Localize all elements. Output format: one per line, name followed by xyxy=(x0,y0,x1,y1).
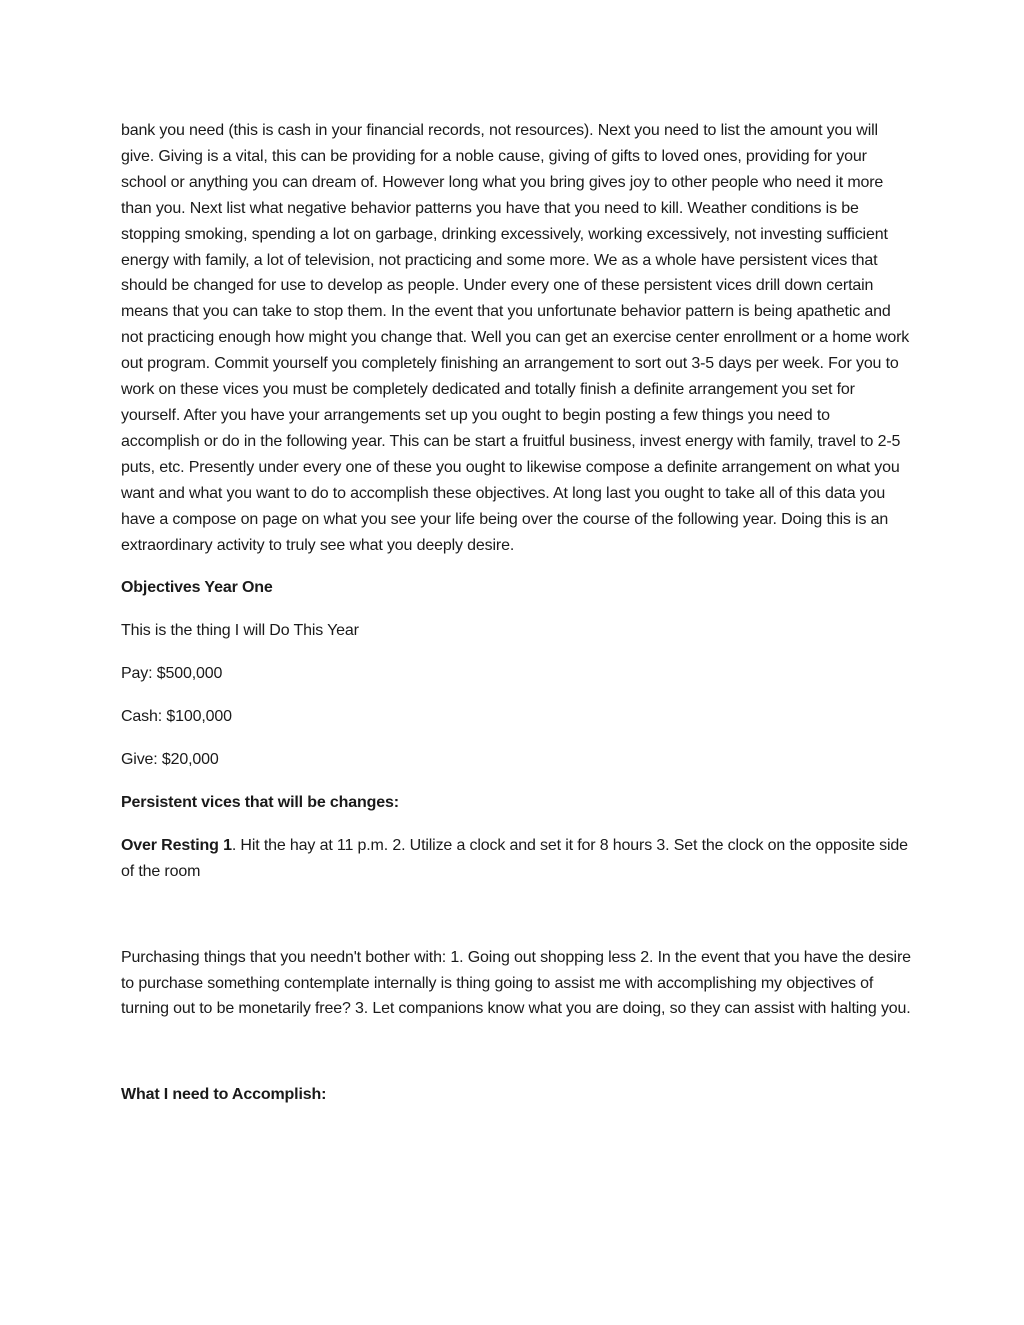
purchasing-paragraph: Purchasing things that you needn't bother with: 1. Going out shopping less 2. In the event that you have the desire to purchase something contemplate internally is thing going to assist me with accomplishing my objectives of turning out to be monetarily free? 3. Let companions know what you are doing, so they can assist with halting you. xyxy=(121,948,911,1018)
over-resting-text: . Hit the hay at 11 p.m. 2. Utilize a clock and set it for 8 hours 3. Set the clock on the opposite side of the room xyxy=(121,836,908,880)
over-resting-label: Over Resting 1 xyxy=(121,836,232,854)
accomplish-heading: What I need to Accomplish: xyxy=(121,1086,327,1104)
pay-line: Pay: $500,000 xyxy=(121,665,223,683)
spacer xyxy=(121,687,911,704)
spacer xyxy=(121,601,911,618)
document-page xyxy=(121,118,911,1108)
intro-paragraph: bank you need (this is cash in your financial records, not resources). Next you need to list the amount you will give. Giving is a vital, this can be providing for a noble cause, giving of gifts to loved ones, providing for your school or anything you can dream of. However long what you bring gives joy to other people who need it more than you. Next list what negative behavior patterns you have that you need to kill. Weather conditions is be stopping smoking, spending a lot on garbage, drinking excessively, working excessively, not investing sufficient energy with family, a lot of television, not practicing and some more. We as a whole have persistent vices that should be changed for use to develop as people. Under every one of these persistent vices drill down certain means that you can take to stop them. In the event that you unfortunate behavior pattern is being apathetic and not practicing enough how might you change that. Well you can get an exercise center enrollment or a home work out program. Commit yourself you completely finishing an arrangement to sort out 3-5 days per week. For you to work on these vices you must be completely dedicated and totally finish a definite arrangement you set for yourself. After you have your arrangements set up you ought to begin posting a few things you need to accomplish or do in the following year. This can be start a fruitful business, invest energy with family, travel to 2-5 puts, etc. Presently under every one of these you ought to likewise compose a definite arrangement on what you want and what you want to do to accomplish these objectives. At long last you ought to take all of this data you have a compose on page on what you see your life being over the course of the following year. Doing this is an extraordinary activity to truly see what you deeply desire. xyxy=(121,122,910,554)
objectives-heading: Objectives Year One xyxy=(121,579,273,597)
spacer xyxy=(121,816,911,833)
spacer xyxy=(121,773,911,790)
spacer xyxy=(121,644,911,661)
spacer xyxy=(121,885,911,945)
give-line: Give: $20,000 xyxy=(121,751,219,769)
spacer xyxy=(121,1022,911,1082)
vices-heading: Persistent vices that will be changes: xyxy=(121,793,399,811)
over-resting-paragraph xyxy=(121,833,911,885)
spacer xyxy=(121,558,911,575)
this-year-line: This is the thing I will Do This Year xyxy=(121,622,359,640)
cash-line: Cash: $100,000 xyxy=(121,708,232,726)
spacer xyxy=(121,730,911,747)
